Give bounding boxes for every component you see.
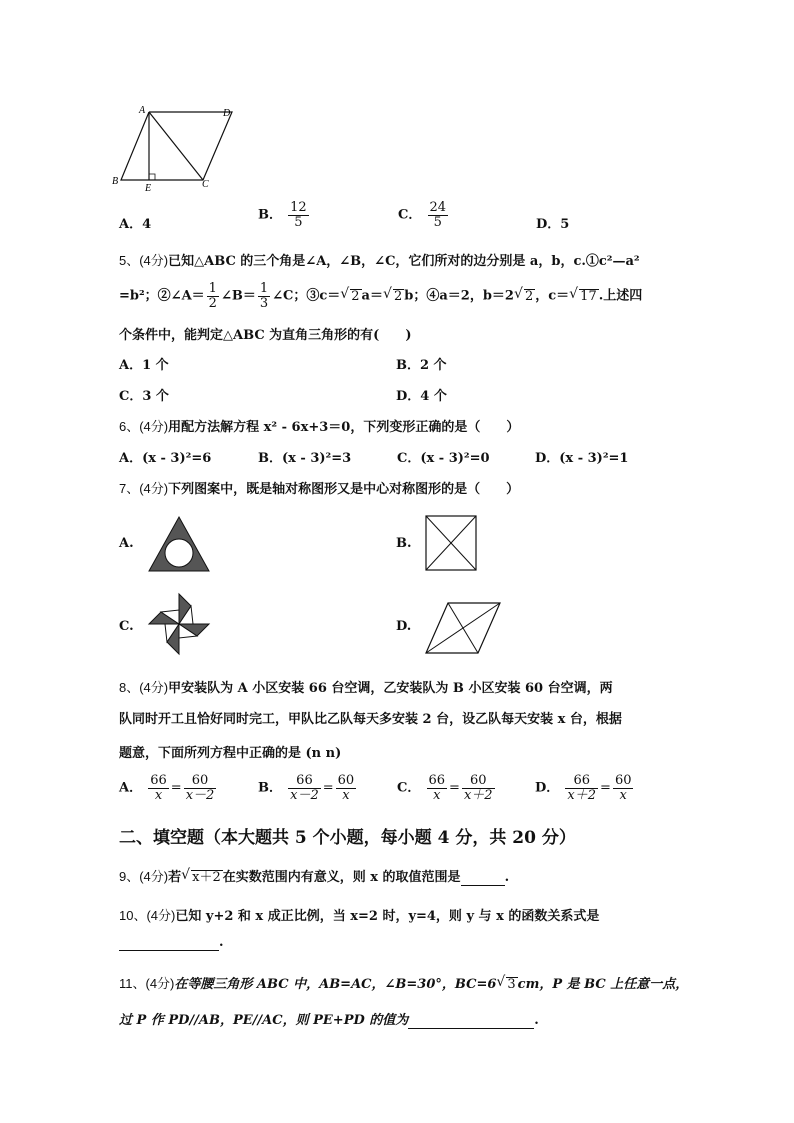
square-diagonals-figure <box>425 515 477 571</box>
q7-option-a[interactable]: A. <box>119 536 134 551</box>
q4-option-b[interactable]: B． $\frac{12}{5}$ <box>258 200 307 230</box>
q8-line3: 题意，下面所列方程中正确的是 (n n) <box>119 746 342 761</box>
q5-line3: 个条件中，能判定△ABC 为直角三角形的有( ) <box>119 328 412 343</box>
q11-line1: 11、(4分)在等腰三角形 ABC 中，AB=AC，∠B=30°，BC=6√ 3 cm，P 是 BC 上任意一点， <box>119 973 688 992</box>
diagonal-ac <box>149 112 203 180</box>
q6-option-c[interactable]: C．(x - 3)²=0 <box>397 451 490 466</box>
label-d: D <box>223 108 231 119</box>
q6-option-d[interactable]: D．(x - 3)²=1 <box>535 451 629 466</box>
q8-option-c[interactable]: C． $\frac{66}{x}$ = $\frac{60}{x+2}$ <box>397 773 493 803</box>
q9-answer-blank[interactable] <box>461 870 505 886</box>
section-2-heading: 二、填空题（本大题共 5 个小题，每小题 4 分，共 20 分） <box>119 828 576 848</box>
q7-option-c[interactable]: C. <box>119 619 134 634</box>
q11-answer-blank[interactable] <box>408 1013 534 1029</box>
right-angle-mark <box>149 174 155 180</box>
q5-line1: 5、(4分)已知△ABC 的三个角是∠A，∠B，∠C，它们所对的边分别是 a，b，c.①c²—a² <box>119 253 640 269</box>
label-c: C <box>202 179 209 190</box>
rhombus-figure <box>424 602 502 654</box>
q9-stem: 9、(4分)若√ x＋2 在实数范围内有意义，则 x 的取值范围是 . <box>119 866 509 886</box>
q7-stem: 7、(4分)下列图案中，既是轴对称图形又是中心对称图形的是（ ） <box>119 481 520 497</box>
label-b: B <box>112 176 119 187</box>
q10-answer-blank[interactable] <box>119 935 219 951</box>
triangle-circle-figure <box>147 515 211 573</box>
pinwheel-figure <box>147 592 211 656</box>
q4-option-d[interactable]: D．5 <box>536 217 570 232</box>
q10-answer-line: . <box>119 935 224 951</box>
q8-option-d[interactable]: D． $\frac{66}{x+2}$ = $\frac{60}{x}$ <box>535 773 632 803</box>
q4-c-fraction: $\frac{24}{5}$ <box>429 200 447 230</box>
q6-option-b[interactable]: B．(x - 3)²=3 <box>258 451 352 466</box>
q5-option-a[interactable]: A．1 个 <box>119 358 169 373</box>
parallelogram-figure <box>112 100 242 195</box>
q6-option-a[interactable]: A．(x - 3)²=6 <box>119 451 212 466</box>
q8-line2: 队同时开工且恰好同时完工，甲队比乙队每天多安装 2 台，设乙队每天安装 x 台，根据 <box>119 712 622 727</box>
q8-line1: 8、(4分)甲安装队为 A 小区安装 66 台空调，乙安装队为 B 小区安装 60 台空调，两 <box>119 680 613 696</box>
q8-option-a[interactable]: A． $\frac{66}{x}$ = $\frac{60}{x-2}$ <box>119 773 215 803</box>
q5-line2: =b²；②∠A＝ $\frac{1}{2}$ ∠B＝ $\frac{1}{3}$ ∠C；③c＝√ 2 a＝√ 2 b；④a＝2，b＝2√ 2 ，c＝√ 17 .上述四 <box>119 282 642 310</box>
q11-line2: 过 P 作 PD//AB，PE//AC，则 PE+PD 的值为 . <box>119 1013 539 1028</box>
q6-stem: 6、(4分)用配方法解方程 x² - 6x+3＝0，下列变形正确的是（ ） <box>119 419 520 435</box>
label-e: E <box>145 183 152 194</box>
inner-circle <box>165 539 193 567</box>
q7-option-d[interactable]: D. <box>396 619 412 634</box>
q5-option-c[interactable]: C．3 个 <box>119 389 169 404</box>
q5-option-b[interactable]: B．2 个 <box>396 358 447 373</box>
q7-option-b[interactable]: B. <box>396 536 412 551</box>
q5-option-d[interactable]: D．4 个 <box>396 389 447 404</box>
q4-option-a[interactable]: A．4 <box>119 217 152 232</box>
q10-stem: 10、(4分)已知 y+2 和 x 成正比例，当 x=2 时，y=4，则 y 与 x 的函数关系式是 <box>119 908 600 924</box>
q4-option-c[interactable]: C． $\frac{24}{5}$ <box>398 200 447 230</box>
q4-b-fraction: $\frac{12}{5}$ <box>290 200 307 230</box>
q8-option-b[interactable]: B． $\frac{66}{x-2}$ = $\frac{60}{x}$ <box>258 773 355 803</box>
label-a: A <box>139 105 146 116</box>
